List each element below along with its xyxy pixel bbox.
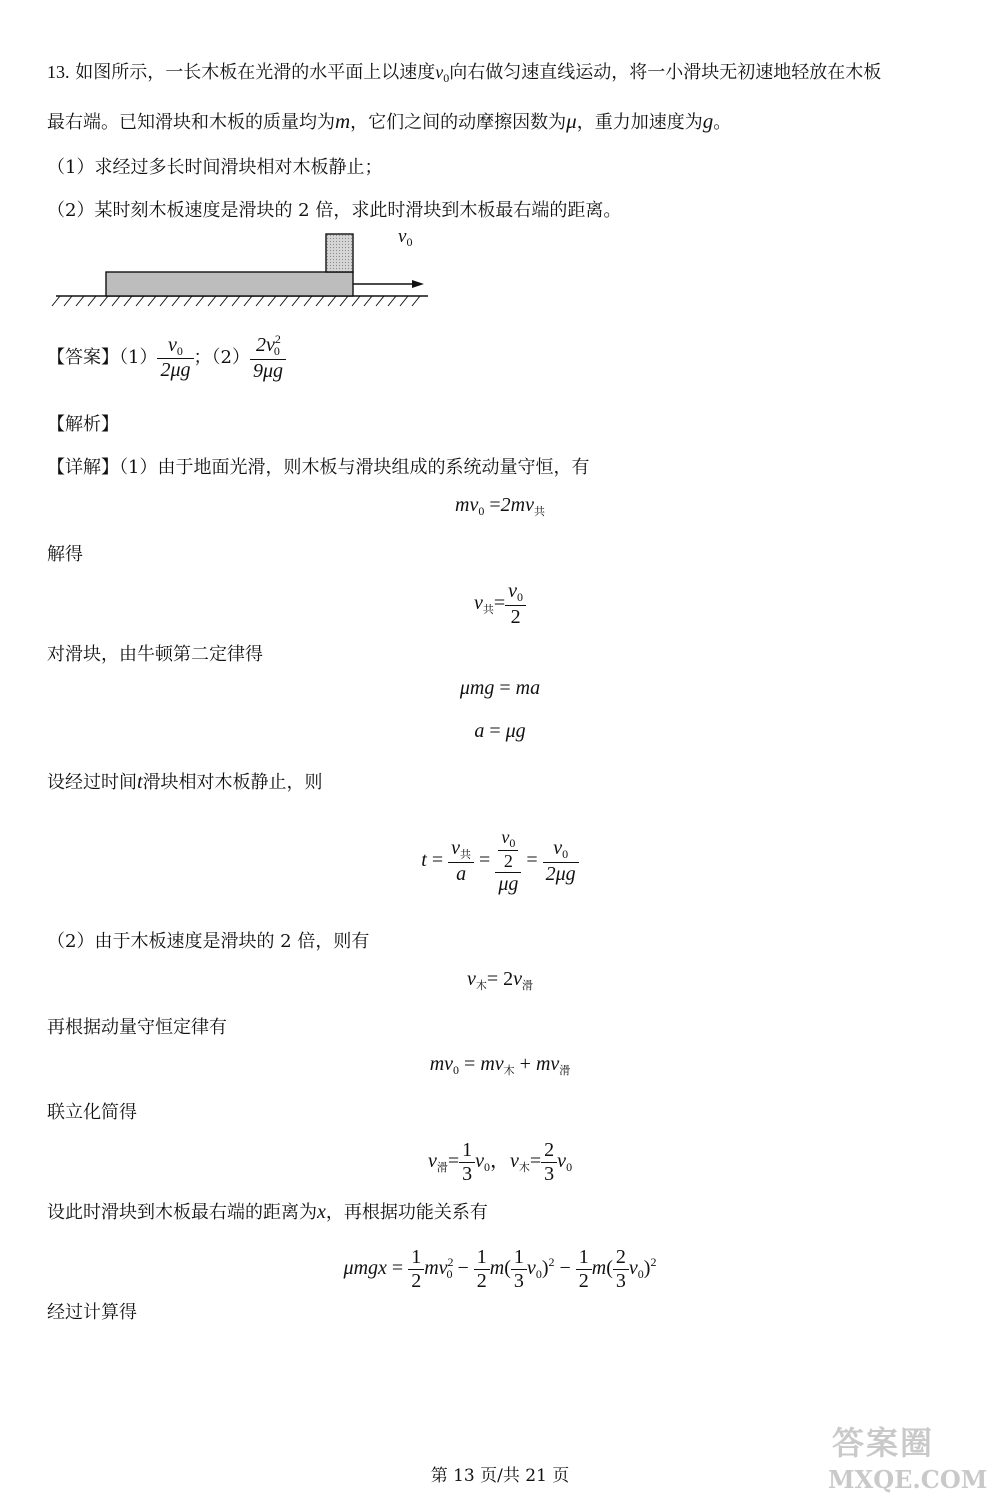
equation-energy: μmgx = $\frac{1}{2}$ $mv^2_0$ − $\frac{1}{2}$ m( $\frac{1}{3}$ $v_0)^2$ − $\frac{1}{2}$ m( $\frac{2}{3}$ $v_0)^2$ [343,1245,657,1292]
velocity-label: $v_0$ [398,226,413,249]
momentum-text: 再根据动量守恒定律有 [47,1017,227,1038]
problem-text-1b: 向右做匀速直线运动，将一小滑块无初速地轻放在木板 [449,62,882,83]
symbol-v0: $v_0$ [435,62,450,85]
problem-text-2d: 。 [713,112,732,133]
equation-velocities: $v_滑=$ $\frac{1}{3}$ $v_0$，$v_木=$ $\frac{2}{3}$ $v_0$ [427,1138,573,1185]
watermark-url: MXQE.COM [828,1465,988,1494]
time-text: 设经过时间t滑块相对木板静止，则 [47,771,323,793]
simplify-text: 联立化简得 [47,1102,137,1123]
equation-newton: μmg = ma [459,677,541,699]
question-1: （1）求经过多长时间滑块相对木板静止； [47,157,383,178]
equation-acceleration: a = μg [474,720,526,742]
detail-p1-intro: （1）由于地面光滑，则木板与滑块组成的系统动量守恒，有 [119,457,590,478]
equation-v-common: $v_共=$ $\frac{v_0}{2}$ [0,575,1000,631]
problem-text-2c: ，重力加速度为 [576,112,703,133]
newton-text: 对滑块，由牛顿第二定律得 [47,644,263,665]
equation-speed-ratio: $v_木= 2v_滑$ [466,968,534,992]
question-2: （2）某时刻木板速度是滑块的 2 倍，求此时滑块到木板最右端的距离。 [47,200,622,221]
symbol-mu: μ [566,109,577,133]
symbol-m: m [335,109,351,133]
answer-part-1: （1） [119,347,158,368]
answer-label: 【答案】 [47,347,119,368]
answer-2-fraction: $\frac{2v^2_0}{9\mu g}$ [250,333,286,383]
equation-momentum-1: $mv_0 =2mv_共$ [455,494,545,518]
problem-text-1a: 如图所示，一长木板在光滑的水平面上以速度 [75,62,436,83]
answer-separator: ； [193,347,212,368]
equation-momentum-2: $mv_0 = mv_木 + mv_滑$ [429,1053,571,1077]
distance-text: 设此时滑块到木板最右端的距离为x，再根据功能关系有 [47,1201,488,1223]
slider-block [326,234,353,272]
symbol-g: g [702,109,714,133]
answer-1-fraction: $\frac{v_0}{2\mu g}$ [157,334,193,383]
answer-part-2: （2） [211,347,250,368]
watermark-logo: 答案圈 [832,1424,935,1462]
ground-hatching [52,296,420,306]
velocity-arrowhead [412,280,424,288]
problem-number: 13. [47,62,70,82]
detail-p2-intro: （2）由于木板速度是滑块的 2 倍，则有 [47,931,370,952]
board-slider-figure [50,228,440,308]
equation-time: t = $\frac{v_共}{a}$ = $\frac{\frac{v_0}{2}}{\mu g}$ = $\frac{v_0}{2\mu g}$ [0,815,1000,905]
problem-line-2 [47,108,731,134]
compute-text: 经过计算得 [47,1302,137,1323]
solve-text: 解得 [47,544,83,565]
page-footer: 第 13 页/共 21 页 [430,1466,570,1486]
problem-text-2b: ，它们之间的动摩擦因数为 [350,112,567,133]
long-board [106,272,353,296]
answer-line [47,328,286,388]
analysis-label: 【解析】 [47,414,119,435]
detail-line-1 [47,453,589,479]
detail-label: 【详解】 [47,457,119,478]
problem-text-2a: 最右端。已知滑块和木板的质量均为 [47,112,335,133]
problem-line-1 [47,58,881,86]
